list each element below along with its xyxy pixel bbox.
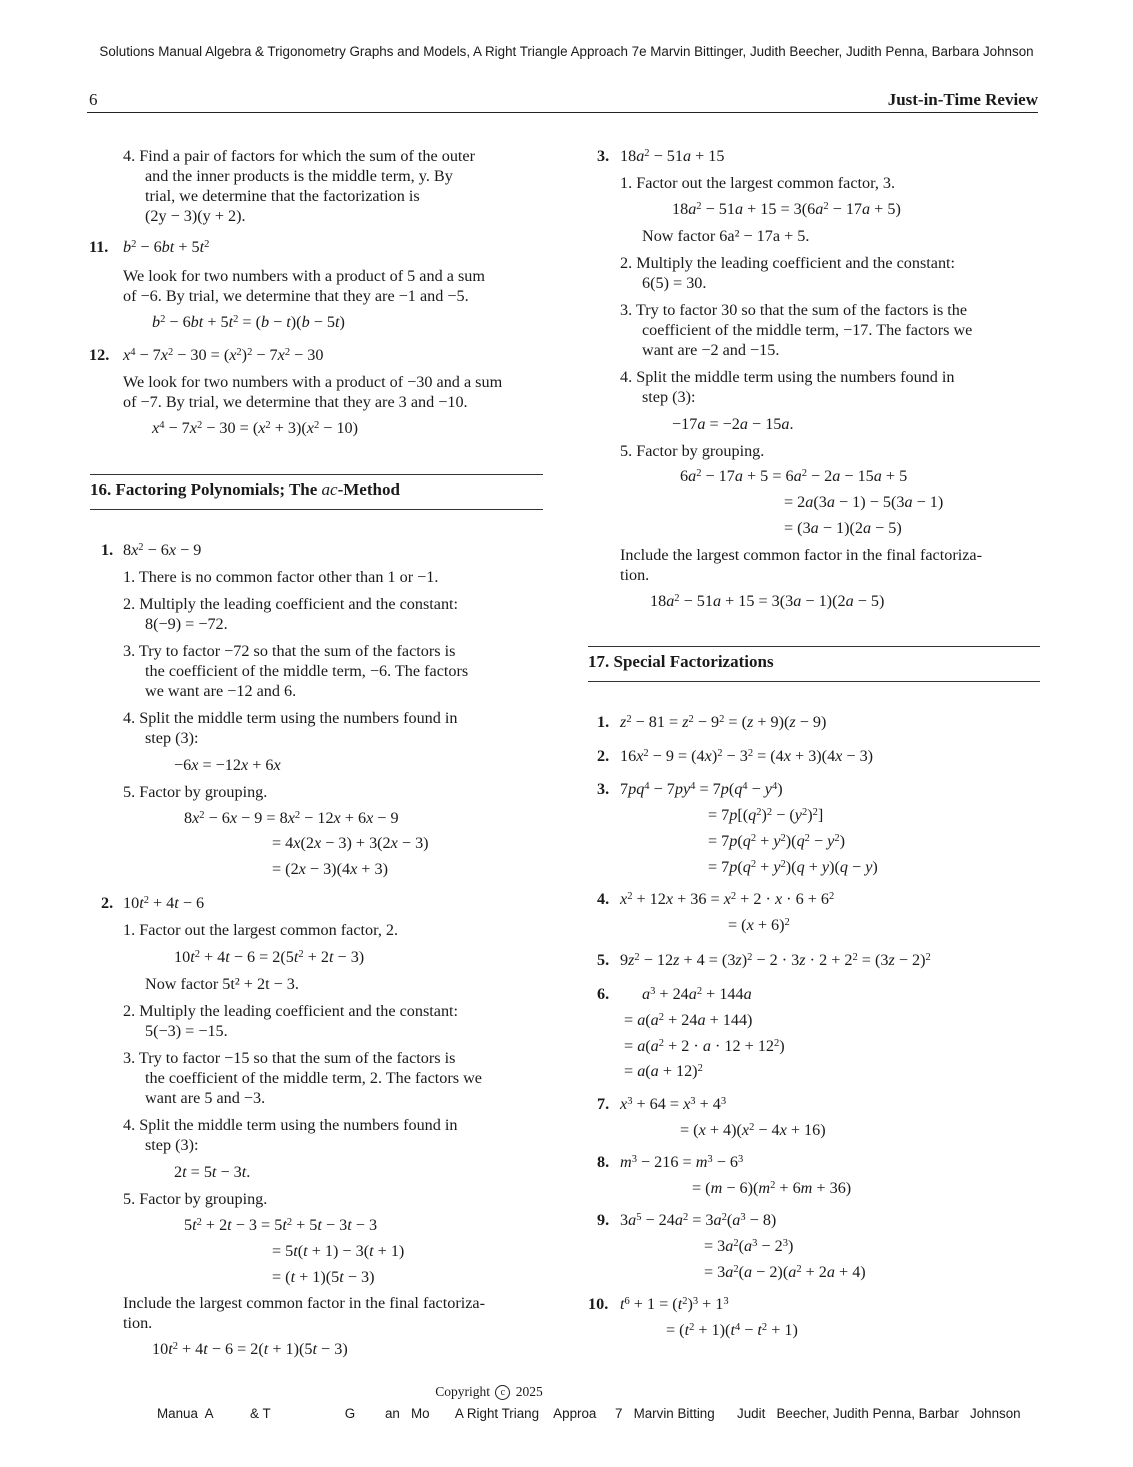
step-text: the coefficient of the middle term, 2. The factors we xyxy=(145,1069,482,1087)
step-text: trial, we determine that the factorization is xyxy=(145,187,420,205)
problem-number: 4. xyxy=(597,890,610,908)
problem-number: 5. xyxy=(597,951,610,969)
step-text: 2. Multiply the leading coefficient and the constant: xyxy=(123,595,459,613)
problem-number: 3. xyxy=(597,780,610,798)
equation: = (2x − 3)(4x + 3) xyxy=(272,860,388,878)
page-top-header: Solutions Manual Algebra & Trigonometry Graphs and Models, A Right Triangle Approach 7e Marvin Bittinger, Judith Beecher, Judith Penna, Barbara Johnson xyxy=(99,44,1034,59)
equation: = (3a − 1)(2a − 5) xyxy=(784,519,902,537)
problem-expression: $x^4 - 7x^2 - 30 = (x^2)^2 - 7x^2 - 30$ xyxy=(123,346,324,364)
equation: 2t = 5t − 3t. xyxy=(174,1163,251,1181)
equation: = (t + 1)(5t − 3) xyxy=(272,1268,375,1286)
step-text: the coefficient of the middle term, −6. The factors xyxy=(145,662,469,680)
problem-number: 6. xyxy=(597,985,610,1003)
step-text: 5. Factor by grouping. xyxy=(123,1190,268,1208)
step-text: 5. Factor by grouping. xyxy=(123,783,268,801)
equation: $x^2 + 12x + 36 = x^2 + 2 \cdot x \cdot 6 + 6^2$ xyxy=(620,890,835,908)
equation: = $a(a^2 + 2 \cdot a \cdot 12 + 12^2)$ xyxy=(624,1037,785,1055)
step-text: 5. Factor by grouping. xyxy=(620,442,765,460)
paragraph-text: We look for two numbers with a product of 5 and a sum xyxy=(123,267,485,285)
paragraph-text: tion. xyxy=(123,1314,153,1332)
header-rule xyxy=(87,112,1038,113)
equation: = $(x + 6)^2$ xyxy=(728,916,790,934)
equation: $9z^2 - 12z + 4 = (3z)^2 - 2 \cdot 3z \cdot 2 + 2^2 = (3z - 2)^2$ xyxy=(620,951,931,969)
equation: −6x = −12x + 6x xyxy=(174,756,281,774)
equation: $t^6 + 1 = (t^2)^3 + 1^3$ xyxy=(620,1295,729,1313)
equation: $10t^2 + 4t - 6 = 2(5t^2 + 2t - 3)$ xyxy=(174,948,365,966)
equation: $3a^5 - 24a^2 = 3a^2(a^3 - 8)$ xyxy=(620,1211,777,1229)
equation: = $3a^2(a - 2)(a^2 + 2a + 4)$ xyxy=(704,1263,866,1281)
equation: = 2a(3a − 1) − 5(3a − 1) xyxy=(784,493,944,511)
section-rule xyxy=(588,646,1040,647)
equation: $m^3 - 216 = m^3 - 6^3$ xyxy=(620,1153,744,1171)
equation: = $a(a^2 + 24a + 144)$ xyxy=(624,1011,753,1029)
problem-expression: $8x^2 - 6x - 9$ xyxy=(123,541,202,559)
step-text: 4. Split the middle term using the numbers found in xyxy=(123,709,458,727)
paragraph-text: Include the largest common factor in the final factoriza- xyxy=(620,546,982,564)
problem-number: 1. xyxy=(597,713,610,731)
equation: $5t^2 + 2t - 3 = 5t^2 + 5t - 3t - 3$ xyxy=(184,1216,378,1234)
step-text: 2. Multiply the leading coefficient and the constant: xyxy=(620,254,956,272)
equation: = $a(a + 12)^2$ xyxy=(624,1062,703,1080)
step-text: Now factor 6a² − 17a + 5. xyxy=(642,227,810,245)
equation: $18a^2 - 51a + 15 = 3(3a - 1)(2a - 5)$ xyxy=(650,592,885,610)
step-text: 6(5) = 30. xyxy=(642,274,707,292)
paragraph-text: tion. xyxy=(620,566,650,584)
equation: $18a^2 - 51a + 15 = 3(6a^2 - 17a + 5)$ xyxy=(672,200,901,218)
step-text: we want are −12 and 6. xyxy=(145,682,297,700)
step-text: 1. There is no common factor other than 1 or −1. xyxy=(123,568,439,586)
step-text: want are −2 and −15. xyxy=(642,341,780,359)
equation: = $(m - 6)(m^2 + 6m + 36)$ xyxy=(692,1179,852,1197)
step-text: 1. Factor out the largest common factor, 2. xyxy=(123,921,399,939)
problem-number: 11. xyxy=(89,238,109,256)
paragraph-text: of −7. By trial, we determine that they are 3 and −10. xyxy=(123,393,468,411)
step-text: 2. Multiply the leading coefficient and the constant: xyxy=(123,1002,459,1020)
problem-number: 12. xyxy=(89,346,110,364)
section-rule xyxy=(90,509,543,510)
step-text: 4. Find a pair of factors for which the sum of the outer xyxy=(123,147,475,165)
equation: = $3a^2(a^3 - 2^3)$ xyxy=(704,1237,794,1255)
step-text: Now factor 5t² + 2t − 3. xyxy=(145,975,299,993)
equation: = $7p(q^2 + y^2)(q + y)(q - y)$ xyxy=(708,858,878,876)
equation: $16x^2 - 9 = (4x)^2 - 3^2 = (4x + 3)(4x - 3)$ xyxy=(620,747,874,765)
paragraph-text: Include the largest common factor in the final factoriza- xyxy=(123,1294,485,1312)
problem-number: 9. xyxy=(597,1211,610,1229)
equation: $a^3 + 24a^2 + 144a$ xyxy=(642,985,752,1003)
copyright-notice: Copyright c 2025 xyxy=(435,1384,543,1399)
step-text: and the inner products is the middle term, y. By xyxy=(145,167,453,185)
step-text: step (3): xyxy=(642,388,696,406)
problem-number: 2. xyxy=(597,747,610,765)
equation: $b^2 - 6bt + 5t^2 = (b - t)(b - 5t)$ xyxy=(152,313,345,331)
equation: = $(x + 4)(x^2 - 4x + 16)$ xyxy=(680,1121,826,1139)
equation: = 5t(t + 1) − 3(t + 1) xyxy=(272,1242,405,1260)
section-rule xyxy=(90,474,543,475)
step-text: 3. Try to factor −72 so that the sum of the factors is xyxy=(123,642,456,660)
step-text: 4. Split the middle term using the numbers found in xyxy=(123,1116,458,1134)
equation: $x^4 - 7x^2 - 30 = (x^2 + 3)(x^2 - 10)$ xyxy=(152,419,359,437)
section-title: 16. Factoring Polynomials; The ac-Method xyxy=(90,480,400,499)
problem-number: 8. xyxy=(597,1153,610,1171)
equation: = 4x(2x − 3) + 3(2x − 3) xyxy=(272,834,429,852)
page-footer: Manua A & T G an Mo A Right Triang Approa 7 Marvin Bitting Judit Beecher, Judith Penna, Barbar Johnson xyxy=(157,1406,1021,1421)
equation: $7pq^4 - 7py^4 = 7p(q^4 - y^4)$ xyxy=(620,780,783,798)
equation: $6a^2 - 17a + 5 = 6a^2 - 2a - 15a + 5$ xyxy=(680,467,908,485)
problem-number: 1. xyxy=(101,541,114,559)
problem-number: 10. xyxy=(588,1295,609,1313)
section-rule xyxy=(588,681,1040,682)
problem-expression: $18a^2 - 51a + 15$ xyxy=(620,147,725,165)
problem-number: 3. xyxy=(597,147,610,165)
step-text: (2y − 3)(y + 2). xyxy=(145,207,246,225)
step-text: coefficient of the middle term, −17. The factors we xyxy=(642,321,973,339)
equation: −17a = −2a − 15a. xyxy=(672,415,794,433)
running-title: Just-in-Time Review xyxy=(887,90,1038,109)
problem-number: 2. xyxy=(101,894,114,912)
problem-number: 7. xyxy=(597,1095,610,1113)
equation: = $7p[(q^2)^2 - (y^2)^2]$ xyxy=(708,806,824,824)
equation: $z^2 - 81 = z^2 - 9^2 = (z + 9)(z - 9)$ xyxy=(620,713,827,731)
section-title: 17. Special Factorizations xyxy=(588,652,774,671)
step-text: 3. Try to factor −15 so that the sum of the factors is xyxy=(123,1049,456,1067)
step-text: 3. Try to factor 30 so that the sum of the factors is the xyxy=(620,301,968,319)
equation: $10t^2 + 4t - 6 = 2(t + 1)(5t - 3)$ xyxy=(152,1340,348,1358)
equation: = $(t^2 + 1)(t^4 - t^2 + 1)$ xyxy=(666,1321,798,1339)
page-number: 6 xyxy=(89,90,98,109)
copyright-icon: c xyxy=(495,1385,510,1400)
equation: = $7p(q^2 + y^2)(q^2 - y^2)$ xyxy=(708,832,845,850)
problem-expression: $b^2 - 6bt + 5t^2$ xyxy=(123,238,210,256)
equation: $8x^2 - 6x - 9 = 8x^2 - 12x + 6x - 9$ xyxy=(184,809,399,827)
equation: $x^3 + 64 = x^3 + 4^3$ xyxy=(620,1095,727,1113)
paragraph-text: of −6. By trial, we determine that they are −1 and −5. xyxy=(123,287,469,305)
step-text: 5(−3) = −15. xyxy=(145,1022,228,1040)
step-text: step (3): xyxy=(145,729,199,747)
paragraph-text: We look for two numbers with a product of −30 and a sum xyxy=(123,373,503,391)
step-text: 8(−9) = −72. xyxy=(145,615,228,633)
step-text: step (3): xyxy=(145,1136,199,1154)
step-text: 1. Factor out the largest common factor, 3. xyxy=(620,174,896,192)
problem-expression: $10t^2 + 4t - 6$ xyxy=(123,894,205,912)
step-text: want are 5 and −3. xyxy=(145,1089,266,1107)
step-text: 4. Split the middle term using the numbers found in xyxy=(620,368,955,386)
